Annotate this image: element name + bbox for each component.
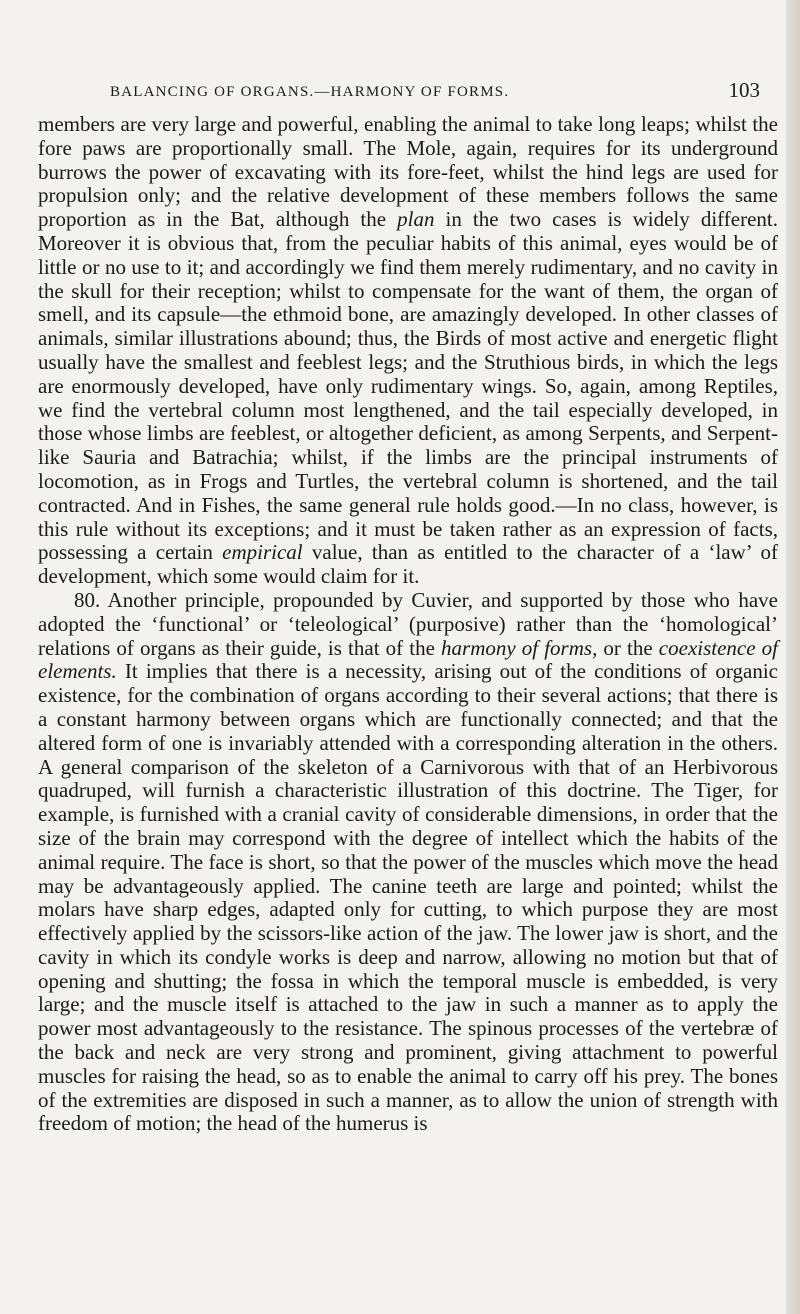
paragraph-1 <box>38 113 778 589</box>
paragraph-80-italic-coexistence: coexistence of elements. <box>38 635 779 684</box>
paragraph-80-text: or the <box>597 635 659 660</box>
page-edge <box>786 0 800 1314</box>
paragraph-1-italic-plan: plan <box>397 207 435 232</box>
paragraph-1-text: members are very large and powerful, enabling the animal to take long leaps; whilst the fore paws are proportionally small. The Mole, again, requires for its underground burrows the power of excavating with its fore-feet, whilst the hind legs are used for propulsion only; and the relative development of these members follows the same proportion as in the Bat, although the <box>38 112 778 232</box>
paragraph-80 <box>38 589 778 1136</box>
paragraph-1-italic-empirical: empirical <box>222 540 303 565</box>
paragraph-80-italic-harmony: harmony of forms, <box>441 635 598 660</box>
paragraph-80-text: 80. Another principle, propounded by Cuvier, and supported by those who have adopted the ‘functional’ or ‘teleological’ (purposive) rather than the ‘homological’ relations of organs as their guide, is that of the <box>38 587 778 660</box>
paragraph-1-text: value, than as entitled to the character of a ‘law’ of development, which some would claim for it. <box>38 540 778 589</box>
body-text <box>38 113 778 1136</box>
page-header <box>110 78 760 104</box>
paragraph-1-text: in the two cases is widely different. Moreover it is obvious that, from the peculiar habits of this animal, eyes would be of little or no use to it; and accordingly we find them merely rudimentary, and no cavity in the skull for their reception; whilst to compensate for the want of them, the organ of smell, and its capsule—the ethmoid bone, are amazingly developed. In other classes of animals, similar illustrations abound; thus, the Birds of most active and energetic flight usually have the smallest and feeblest legs; and the Struthious birds, in which the legs are enormously developed, have only rudimentary wings. So, again, among Reptiles, we find the vertebral column most lengthened, and the tail especially developed, in those whose limbs are feeblest, or altogether deficient, as among Serpents, and Serpent-like Sauria and Batrachia; whilst, if the limbs are the principal instruments of locomotion, as in Frogs and Turtles, the vertebral column is shortened, and the tail contracted. And in Fishes, the same general rule holds good.—In no class, however, is this rule without its exceptions; and it must be taken rather as an expression of facts, possessing a certain <box>38 207 778 565</box>
running-head: BALANCING OF ORGANS.—HARMONY OF FORMS. <box>110 84 510 100</box>
page-number: 103 <box>728 78 760 102</box>
paragraph-80-text: It implies that there is a necessity, arising out of the conditions of organic existence, for the combination of organs according to their several actions; that there is a constant harmony between organs which are functionally connected; and that the altered form of one is invariably attended with a corresponding alteration in the others. A general comparison of the skeleton of a Carnivorous with that of an Herbivorous quadruped, will furnish a characteristic illustration of this doctrine. The Tiger, for example, is furnished with a cranial cavity of considerable dimensions, in order that the size of the brain may correspond with the degree of intellect which the habits of the animal require. The face is short, so that the power of the muscles which move the head may be advantageously applied. The canine teeth are large and pointed; whilst the molars have sharp edges, adapted only for cutting, to which purpose they are most effectively applied by the scissors-like action of the jaw. The lower jaw is short, and the cavity in which its condyle works is deep and narrow, allowing no motion but that of opening and shutting; the fossa in which the temporal muscle is embedded, is very large; and the muscle itself is attached to the jaw in such a manner as to apply the power most advantageously to the resistance. The spinous processes of the vertebræ of the back and neck are very strong and prominent, giving attachment to powerful muscles for raising the head, so as to enable the animal to carry off his prey. The bones of the extremities are disposed in such a manner, as to allow the union of strength with freedom of motion; the head of the humerus is <box>38 659 778 1136</box>
